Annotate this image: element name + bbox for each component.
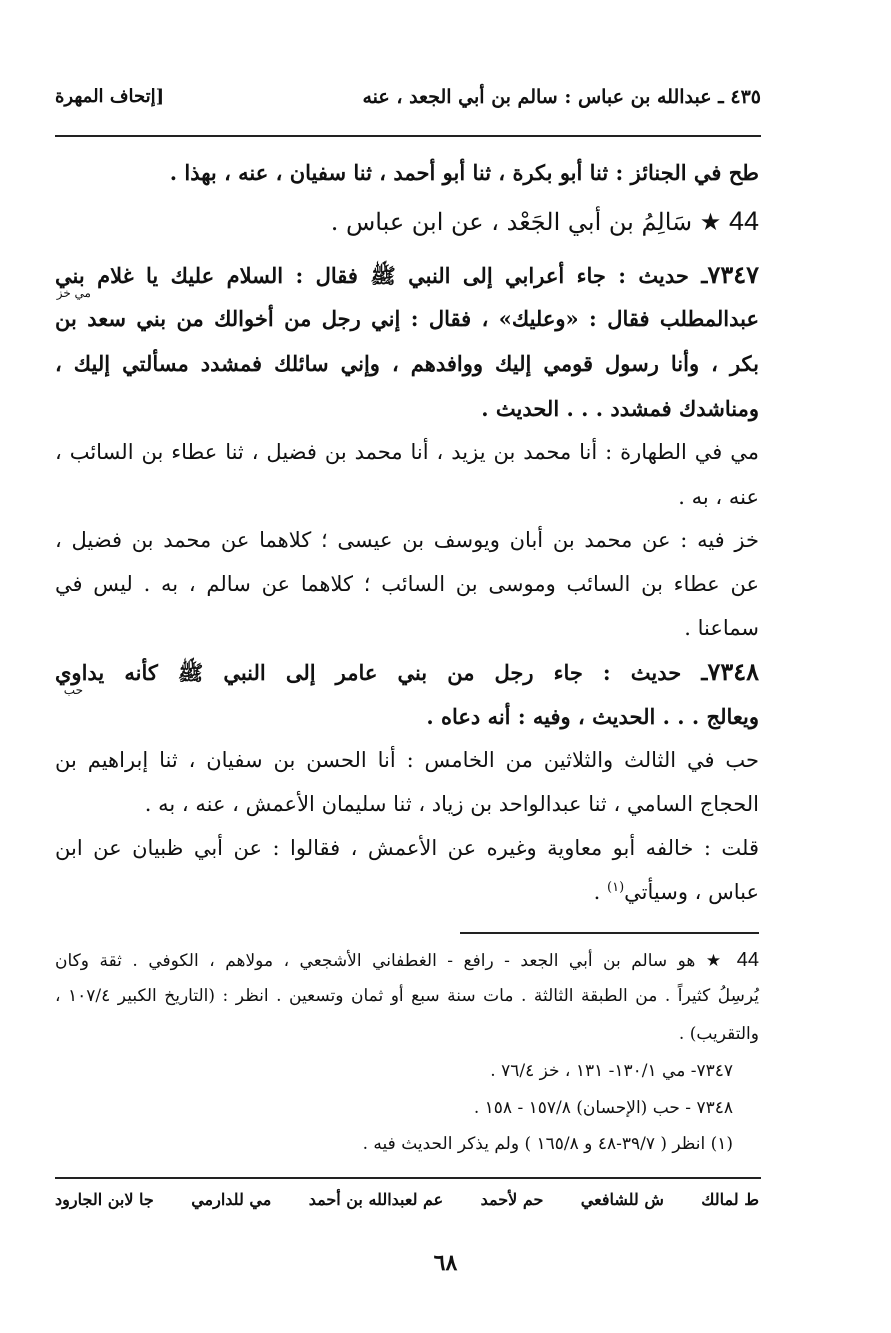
running-header-book: [إتحاف المهرة xyxy=(55,86,165,107)
text-line: عن عطاء بن السائب وموسى بن السائب ؛ كلاهما عن سالم ، به . ليس في xyxy=(55,572,759,596)
hadith-7347-line-4: ومناشدك فمشدد . . . الحديث . xyxy=(481,396,759,421)
footnote-text: ★ هو سالم بن أبي الجعد - رافع - الغطفاني الأشجعي ، مولاهم ، الكوفي . ثقة وكان xyxy=(55,951,727,971)
text-line: سماعنا . xyxy=(684,616,759,640)
chapter-number: 44 xyxy=(728,206,759,236)
hadith-number: ٧٣٤٧ xyxy=(707,260,759,289)
footnote-line: يُرسِلُ كثيراً . من الطبقة الثالثة . مات سنة سبع أو ثمان وتسعين . انظر : (التاريخ الكبير ١٠٧/٤ ، xyxy=(55,986,759,1006)
legend-item: جا لابن الجارود xyxy=(55,1190,154,1209)
legend-item: عم لعبدالله بن أحمد xyxy=(308,1190,444,1209)
hadith-7348-line-2: ويعالج . . . الحديث ، وفيه : أنه دعاه . xyxy=(426,704,759,729)
footnote-line: ٧٣٤٧- مي ١٣٠/١- ١٣١ ، خز ٧٦/٤ . xyxy=(490,1061,733,1081)
hadith-7348-line-1 xyxy=(55,657,759,686)
hadith-7347-line-3: بكر ، وأنا رسول قومي إليك ووافدهم ، وإني سائلك فمشدد مسألتي إليك ، xyxy=(55,351,759,376)
running-header-title: ٤٣٥ ـ عبدالله بن عباس : سالم بن أبي الجعد ، عنه xyxy=(362,86,761,108)
hadith-text: ـ حديث : جاء أعرابي إلى النبي ﷺ فقال : السلام عليك يا غلام بني xyxy=(55,263,708,288)
star-icon: ★ xyxy=(699,208,722,236)
page-number: ٦٨ xyxy=(433,1250,458,1276)
text-line: حب في الثالث والثلاثين من الخامس : أنا الحسن بن سفيان ، ثنا إبراهيم بن xyxy=(55,748,759,772)
chapter-title: سَالِمُ بن أبي الجَعْد ، عن ابن عباس . xyxy=(330,208,693,236)
footnote-line: (١) انظر ( ٣٩/٧-٤٨ و ١٦٥/٨ ) ولم يذكر الحديث فيه . xyxy=(362,1134,733,1154)
legend-item: مي للدارمي xyxy=(191,1190,272,1209)
legend-item: ش للشافعي xyxy=(580,1190,664,1209)
footnote-number: 44 xyxy=(736,949,760,971)
chapter-heading xyxy=(55,208,759,235)
hadith-7347-line-2: عبدالمطلب فقال : «وعليك» ، فقال : إني رجل من أخوالك من بني سعد بن xyxy=(55,306,759,331)
text-line: خز فيه : عن محمد بن أبان ويوسف بن عيسى ؛ كلاهما عن محمد بن فضيل ، xyxy=(55,528,759,552)
footnote-ref: (١) xyxy=(607,880,625,895)
text-line: قلت : خالفه أبو معاوية وغيره عن الأعمش ، فقالوا : عن أبي ظبيان عن ابن xyxy=(55,836,759,860)
text-line xyxy=(55,881,759,903)
hadith-7347-line-1 xyxy=(55,260,759,289)
text-line: عنه ، به . xyxy=(678,485,759,509)
legend-item: ط لمالك xyxy=(701,1190,759,1209)
footnote-line: والتقريب) . xyxy=(678,1024,759,1044)
footnote-line xyxy=(55,950,759,970)
footnote-rule xyxy=(460,932,759,934)
hadith-sigla: حب xyxy=(63,683,83,697)
hadith-text: ـ حديث : جاء رجل من بني عامر إلى النبي ﷺ كأنه يداوي xyxy=(55,660,708,685)
text-fragment: عباس ، وسيأتي xyxy=(624,880,759,904)
text-line: مي في الطهارة : أنا محمد بن يزيد ، أنا محمد بن فضيل ، ثنا عطاء بن السائب ، xyxy=(55,440,759,464)
header-rule xyxy=(55,135,761,137)
text-line: الحجاج السامي ، ثنا عبدالواحد بن زياد ، ثنا سليمان الأعمش ، عنه ، به . xyxy=(144,792,759,816)
legend-rule xyxy=(55,1177,761,1179)
text-fragment: . xyxy=(593,880,607,904)
hadith-number: ٧٣٤٨ xyxy=(707,657,759,686)
sigla-legend xyxy=(55,1190,759,1209)
hadith-sigla: مي خز xyxy=(56,286,91,300)
text-line: طح في الجنائز : ثنا أبو بكرة ، ثنا أبو أحمد ، ثنا سفيان ، عنه ، بهذا . xyxy=(169,160,759,185)
legend-item: حم لأحمد xyxy=(480,1190,544,1209)
footnote-line: ٧٣٤٨ - حب (الإحسان) ١٥٧/٨ - ١٥٨ . xyxy=(473,1098,733,1118)
